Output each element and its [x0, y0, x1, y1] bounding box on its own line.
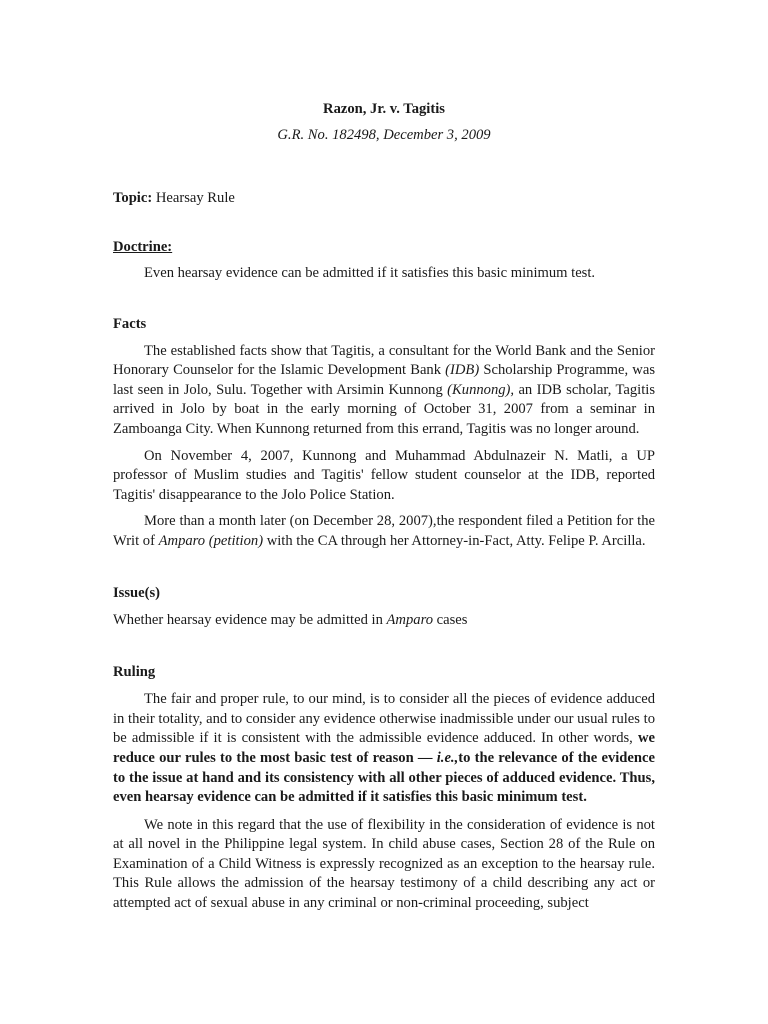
case-title: Razon, Jr. v. Tagitis	[323, 101, 445, 117]
doctrine-heading: Doctrine:	[113, 239, 173, 255]
topic-label: Topic:	[113, 190, 153, 206]
ruling-emphasis-2: to the relevance of the evidence to the issue at hand and its consistency with all other pieces of adduced evidence. Thus, even hearsay evidence can be admitted if it satisfies this basic minimum test.	[113, 749, 655, 806]
ruling-paragraph-2: We note in this regard that the use of flexibility in the consideration of evidence is not at all novel in the Philippine legal system. In child abuse cases, Section 28 of the Rule on Examination of a Child Witness is expressly recognized as an exception to the hearsay rule. This Rule allows the admission of the hearsay testimony of a child describing any act or attempted act of sexual abuse in any criminal or non-criminal proceeding, subject	[113, 816, 655, 912]
ruling-emphasis-1: we reduce our rules to the most basic test of reason —	[113, 730, 655, 766]
amparo-petition: Amparo (petition)	[158, 532, 264, 549]
idb-abbrev: (IDB)	[445, 362, 480, 379]
topic-line	[113, 188, 655, 208]
issues-heading: Issue(s)	[113, 584, 161, 601]
facts-paragraph-3: More than a month later (on December 28, 2007),the respondent filed a Petition for the Writ of Amparo (petition) with the CA through her Attorney-in-Fact, Atty. Felipe P. Arcilla.	[113, 513, 655, 549]
facts-paragraph-1: The established facts show that Tagitis, a consultant for the World Bank and the Senior Honorary Counselor for the Islamic Development Bank (IDB) Scholarship Programme, was last seen in Jolo, Sulu. Together with Arsimin Kunnong (Kunnong), an IDB scholar, Tagitis arrived in Jolo by boat in the early morning of October 31, 2007 from a seminar in Zamboanga City. When Kunnong returned from this errand, Tagitis was no longer around.	[113, 342, 655, 437]
document-page	[113, 96, 655, 914]
facts-paragraph-2: On November 4, 2007, Kunnong and Muhammad Abdulnazeir N. Matli, a UP professor of Muslim studies and Tagitis' fellow student counselor at the IDB, reported Tagitis' disappearance to the Jolo Police Station.	[113, 447, 655, 503]
doctrine-text: Even hearsay evidence can be admitted if it satisfies this basic minimum test.	[144, 265, 596, 281]
topic-value: Hearsay Rule	[152, 190, 235, 206]
kunnong-abbrev: (Kunnong),	[447, 381, 515, 398]
ruling-emphasis-ie: i.e.,	[436, 749, 459, 766]
amparo-term: Amparo	[386, 611, 433, 628]
issues-text: Whether hearsay evidence may be admitted in Amparo cases	[113, 611, 468, 628]
ruling-heading: Ruling	[113, 664, 156, 681]
facts-heading: Facts	[113, 315, 147, 332]
case-citation: G.R. No. 182498, December 3, 2009	[277, 127, 491, 143]
ruling-paragraph-1: The fair and proper rule, to our mind, is to consider all the pieces of evidence adduced in their totality, and to consider any evidence otherwise inadmissible under our usual rules to be admissible if it is consistent with the admissible evidence adduced. In other words, we reduce our rules to the most basic test of reason — i.e.,to the relevance of the evidence to the issue at hand and its consistency with all other pieces of adduced evidence. Thus, even hearsay evidence can be admitted if it satisfies this basic minimum test.	[113, 691, 655, 806]
